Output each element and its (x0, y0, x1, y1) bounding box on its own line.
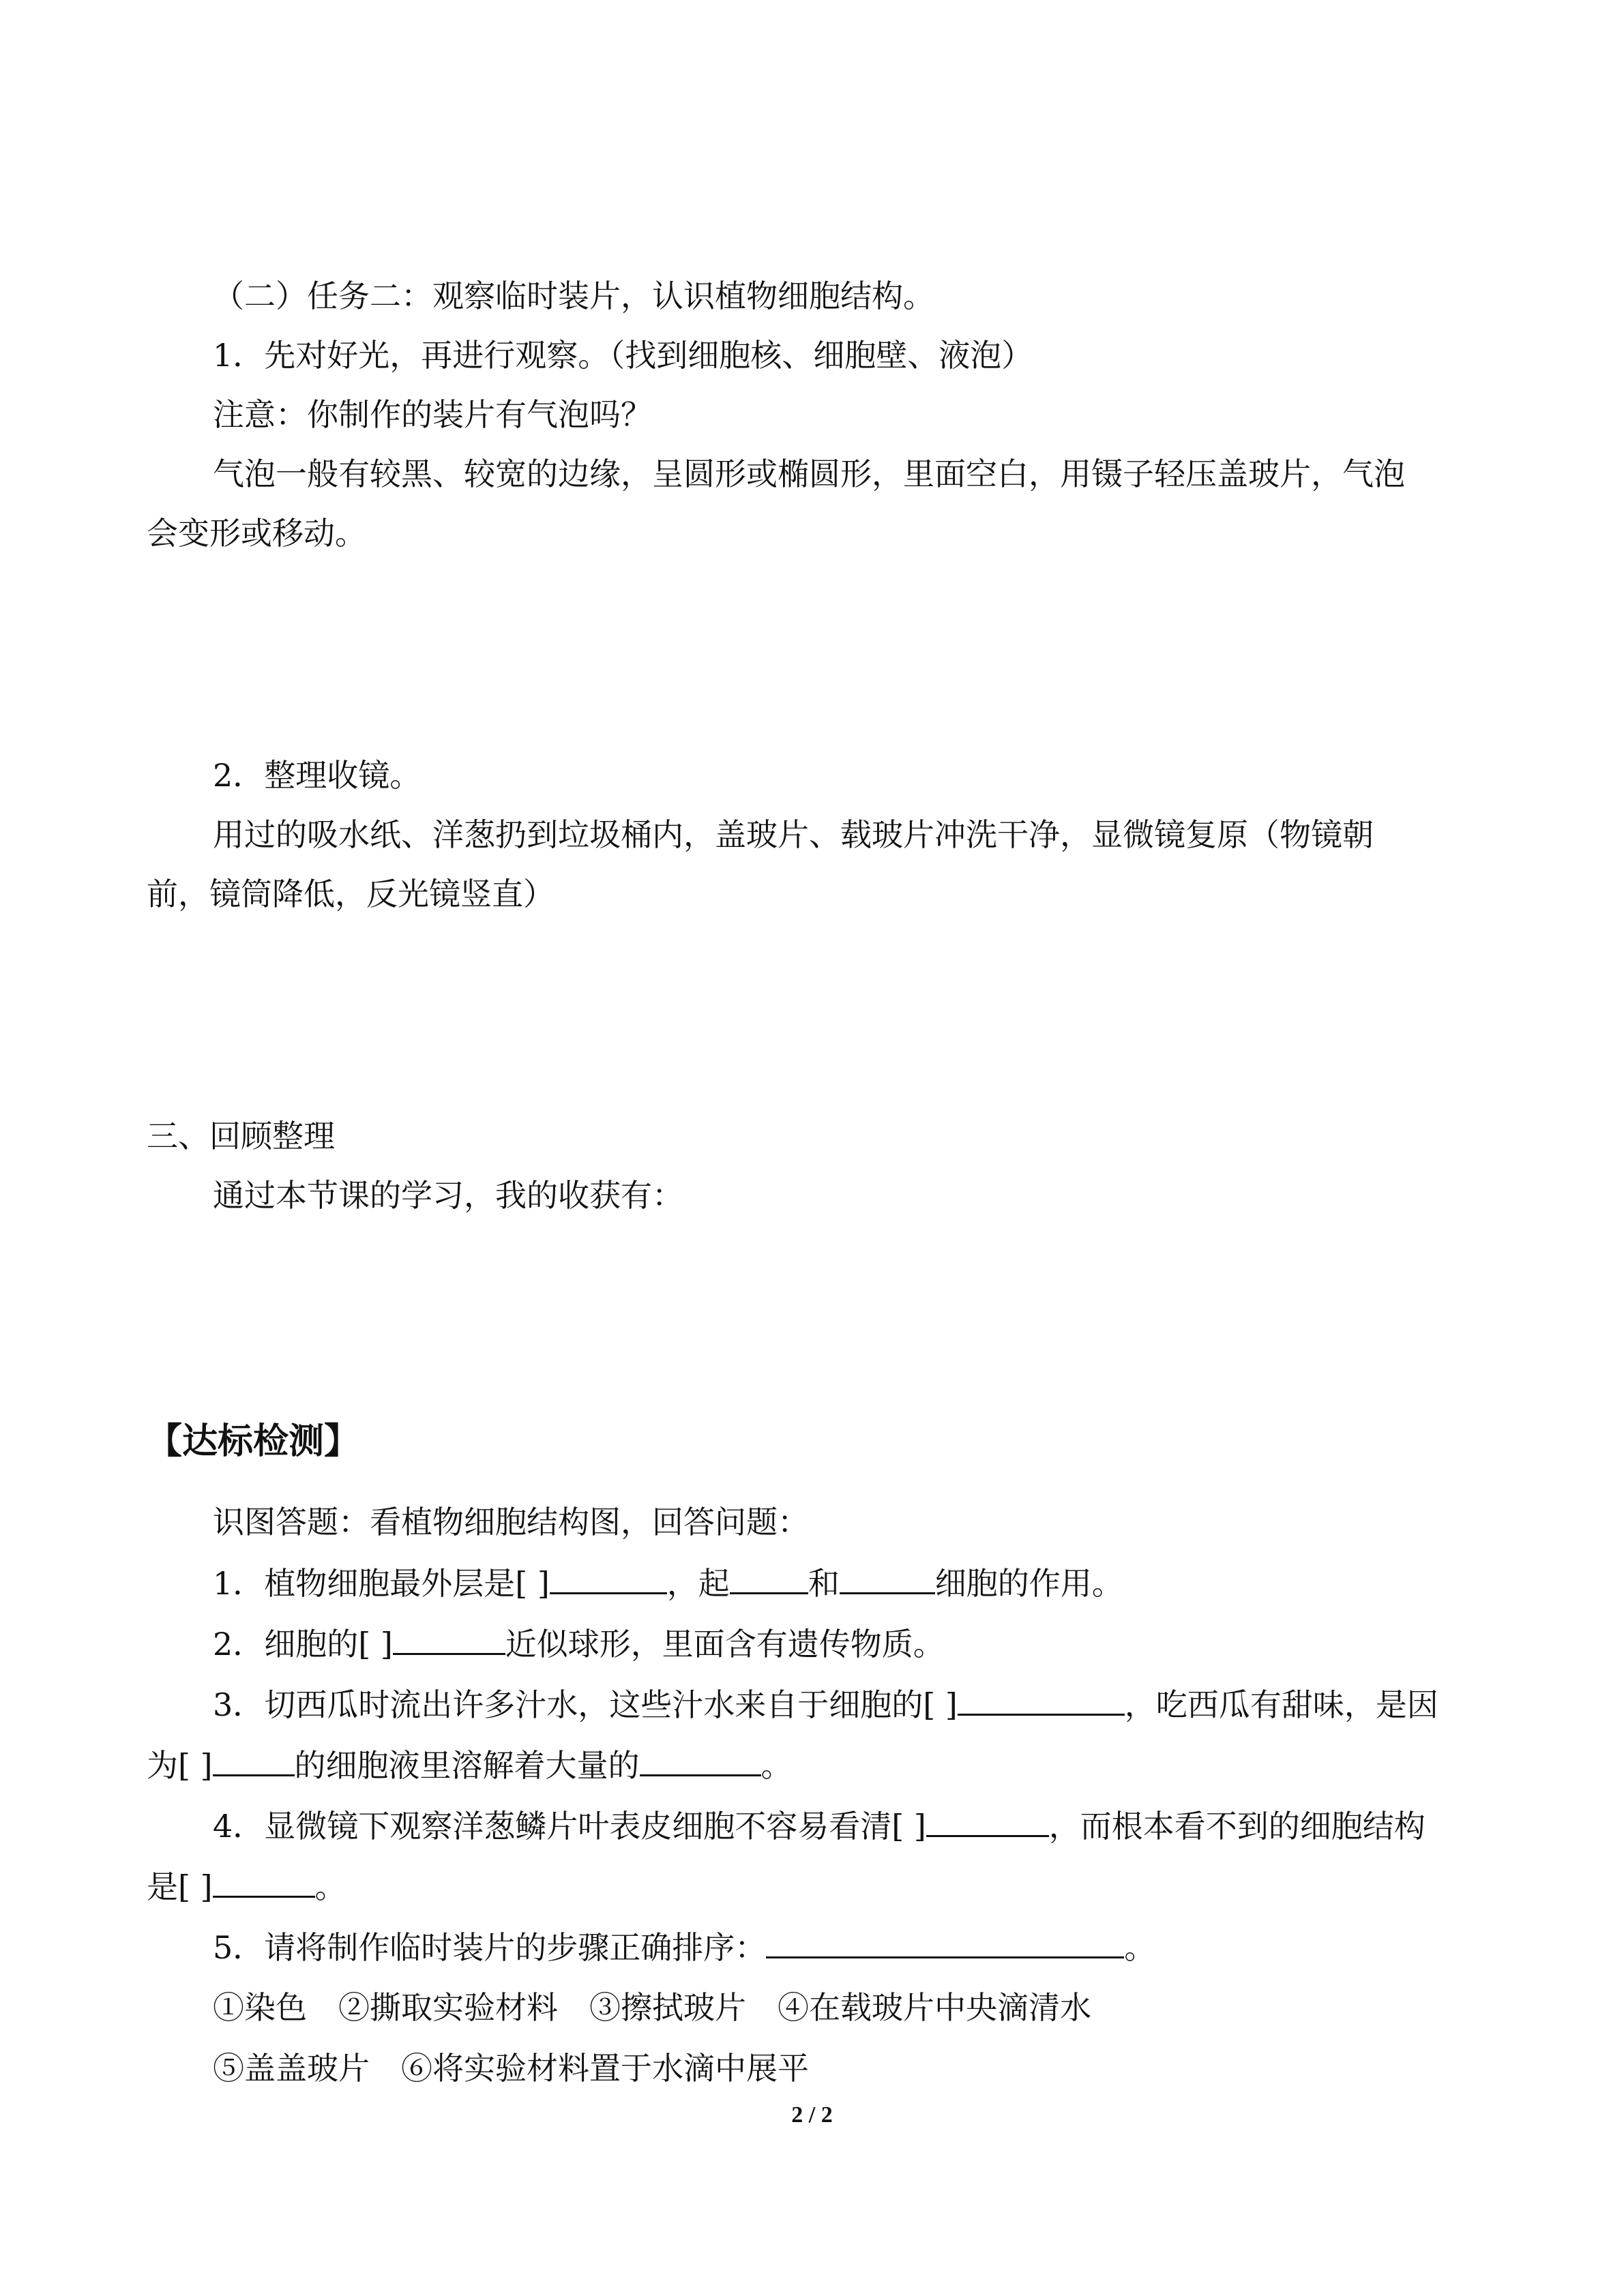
assessment-intro: 识图答题：看植物细胞结构图，回答问题： (213, 1504, 809, 1540)
bubble-text-line2: 会变形或移动。 (147, 515, 366, 552)
task2-title: （二）任务二：观察临时装片，认识植物细胞结构。 (213, 278, 934, 314)
options-line2: ⑤盖盖玻片 ⑥将实验材料置于水滴中展平 (213, 2050, 809, 2087)
question-4-line2: 是[ ] 。 (147, 1866, 346, 1907)
review-title: 三、回顾整理 (147, 1118, 335, 1154)
answer-blank[interactable] (213, 1866, 315, 1898)
answer-blank[interactable] (958, 1684, 1125, 1716)
task2-note: 注意：你制作的装片有气泡吗？ (213, 396, 652, 433)
answer-blank[interactable] (730, 1562, 808, 1594)
page-number: 2 / 2 (791, 2102, 833, 2128)
answer-blank[interactable] (766, 1926, 1124, 1958)
question-3-line1: 3．切西瓜时流出许多汁水，这些汁水来自于细胞的[ ] ，吃西瓜有甜味，是因 (213, 1684, 1438, 1725)
task2-step2: 2．整理收镜。 (213, 757, 422, 794)
answer-blank[interactable] (640, 1744, 761, 1776)
options-line1: ①染色 ②撕取实验材料 ③擦拭玻片 ④在载玻片中央滴清水 (213, 1989, 1091, 2026)
answer-blank[interactable] (393, 1623, 505, 1655)
task2-step1: 1．先对好光，再进行观察。（找到细胞核、细胞壁、液泡） (213, 337, 1033, 374)
bubble-text-line1: 气泡一般有较黑、较宽的边缘，呈圆形或椭圆形，里面空白，用镊子轻压盖玻片，气泡 (213, 456, 1405, 492)
question-4-line1: 4．显微镜下观察洋葱鳞片叶表皮细胞不容易看清[ ] ，而根本看不到的细胞结构 (213, 1805, 1426, 1847)
answer-blank[interactable] (213, 1744, 295, 1776)
cleanup-text-line1: 用过的吸水纸、洋葱扔到垃圾桶内，盖玻片、载玻片冲洗干净，显微镜复原（物镜朝 (213, 816, 1374, 853)
assessment-heading: 【达标检测】 (147, 1421, 360, 1462)
question-5: 5．请将制作临时装片的步骤正确排序： 。 (213, 1926, 1155, 1968)
answer-blank[interactable] (926, 1805, 1049, 1837)
question-3-line2: 为[ ] 的细胞液里溶解着大量的 。 (147, 1744, 793, 1786)
answer-blank[interactable] (840, 1562, 935, 1594)
review-prompt: 通过本节课的学习，我的收获有： (213, 1177, 683, 1214)
answer-blank[interactable] (550, 1562, 667, 1594)
question-1: 1．植物细胞最外层是[ ] ，起 和 细胞的作用。 (213, 1562, 1123, 1604)
question-2: 2．细胞的[ ] 近似球形，里面含有遗传物质。 (213, 1623, 945, 1665)
cleanup-text-line2: 前，镜筒降低，反光镜竖直） (147, 876, 555, 912)
